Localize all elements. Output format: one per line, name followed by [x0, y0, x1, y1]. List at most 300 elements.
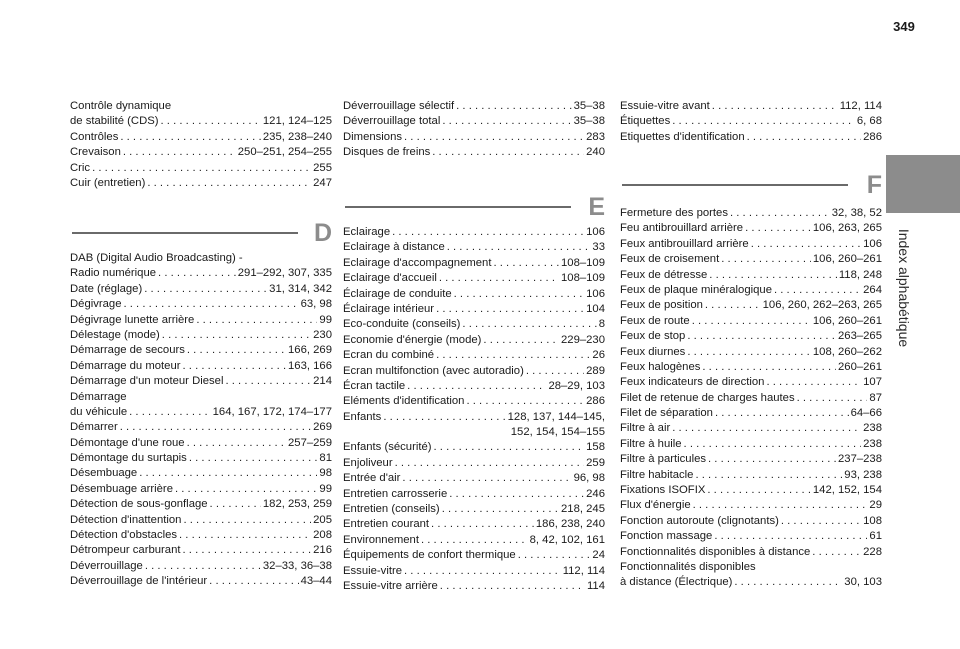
- entry-term: Filtre habitacle: [620, 468, 694, 481]
- index-entry: [70, 282, 332, 297]
- index-entry: [70, 466, 332, 481]
- entry-term: Filtre à particules: [620, 453, 707, 466]
- entry-pages: 31, 314, 342: [269, 282, 332, 295]
- dot-leader: [209, 574, 298, 589]
- index-entry: [620, 391, 882, 406]
- entry-pages: 121, 124–125: [262, 115, 332, 128]
- dot-leader: [436, 348, 590, 363]
- entry-term: Entretien (conseils): [343, 503, 440, 516]
- section-side-label: [890, 213, 918, 363]
- entry-pages: 289: [586, 364, 605, 377]
- entry-term: Dégivrage lunette arrière: [70, 313, 195, 326]
- dot-leader: [774, 283, 861, 298]
- dot-leader: [432, 145, 584, 160]
- entry-term: Feux indicateurs de direction: [620, 376, 765, 389]
- entry-pages: 26: [592, 349, 605, 362]
- dot-leader: [687, 329, 836, 344]
- entry-term: Feux de croisement: [620, 253, 720, 266]
- dot-leader: [714, 529, 867, 544]
- dot-leader: [721, 252, 811, 267]
- entry-pages: 112, 114: [839, 100, 882, 112]
- dot-leader: [715, 406, 849, 421]
- dot-leader: [120, 420, 311, 435]
- entry-pages: 142, 152, 154: [812, 484, 882, 497]
- entry-pages: 30, 103: [844, 576, 882, 589]
- entry-term: Détrompeur carburant: [70, 544, 181, 557]
- index-entry: [343, 394, 605, 409]
- entry-term: Etiquettes d'identification: [620, 130, 745, 143]
- entry-term: Disques de freins: [343, 146, 431, 159]
- entry-term: Étiquettes: [620, 115, 671, 128]
- entry-pages: 35–38: [573, 100, 605, 112]
- entry-term: Feux de stop: [620, 330, 686, 343]
- dot-leader: [483, 333, 559, 348]
- entry-pages: 107: [863, 376, 882, 389]
- section-header: [70, 218, 332, 248]
- entry-pages: 106, 260, 262–263, 265: [762, 299, 882, 312]
- entry-term: Dimensions: [343, 130, 403, 143]
- entry-pages: 32–33, 36–38: [262, 559, 332, 572]
- index-block: [620, 206, 882, 591]
- entry-pages: 230: [313, 328, 332, 341]
- dot-leader: [161, 114, 261, 129]
- index-entry: [70, 343, 332, 358]
- entry-pages: 118, 248: [838, 268, 882, 281]
- dot-leader: [404, 130, 584, 145]
- entry-term: Éclairage de conduite: [343, 287, 452, 300]
- page-number: 349: [893, 19, 915, 34]
- dot-leader: [712, 99, 838, 114]
- entry-term: Essuie-vitre avant: [620, 100, 710, 112]
- entry-pages: 114: [586, 579, 605, 592]
- index-entry: [70, 374, 332, 389]
- entry-pages: 257–259: [288, 436, 332, 449]
- dot-leader: [705, 298, 761, 313]
- entry-term: Fermeture des portes: [620, 207, 728, 219]
- entry-term: Dégivrage: [70, 298, 122, 311]
- index-entry: [620, 468, 882, 483]
- entry-pages: 229–230: [561, 333, 605, 346]
- index-entry: [343, 240, 605, 255]
- entry-term: Fonction massage: [620, 530, 713, 543]
- dot-leader: [462, 317, 596, 332]
- dot-leader: [434, 440, 585, 455]
- dot-leader: [695, 468, 842, 483]
- entry-pages: 240: [586, 146, 605, 159]
- entry-pages: 98: [319, 467, 332, 480]
- entry-pages: 63, 98: [300, 298, 332, 311]
- entry-pages: 255: [313, 161, 332, 174]
- entry-term: Fonction autoroute (clignotants): [620, 514, 779, 527]
- index-entry: [70, 513, 332, 528]
- entry-term: Crevaison: [70, 146, 121, 159]
- entry-pages: 158: [586, 441, 605, 454]
- section-tab-marker: [886, 155, 960, 213]
- dot-leader: [196, 313, 317, 328]
- dot-leader: [693, 498, 868, 513]
- index-entry: [70, 528, 332, 543]
- index-entry: [343, 579, 605, 594]
- dot-leader: [707, 483, 811, 498]
- dot-leader: [92, 161, 311, 176]
- index-entry: [620, 529, 882, 544]
- entry-term: Feux diurnes: [620, 345, 686, 358]
- index-entry: [620, 268, 882, 283]
- entry-pages: 246: [586, 487, 605, 500]
- dot-leader: [147, 176, 311, 191]
- index-entry: [620, 206, 882, 221]
- index-entry: [343, 548, 605, 563]
- entry-term: Fixations ISOFIX: [620, 484, 706, 497]
- dot-leader: [124, 297, 299, 312]
- dot-leader: [120, 130, 261, 145]
- dot-leader: [431, 517, 534, 532]
- entry-term-line: DAB (Digital Audio Broadcasting) -: [70, 252, 243, 264]
- dot-leader: [162, 328, 311, 343]
- entry-term: Déverrouillage total: [343, 115, 441, 128]
- entry-term: Démarrer: [70, 421, 118, 434]
- entry-pages: 99: [319, 482, 332, 495]
- index-entry: [620, 237, 882, 252]
- dot-leader: [144, 282, 267, 297]
- index-entry: [343, 440, 605, 455]
- index-entry: [343, 364, 605, 379]
- entry-term: Fonctionnalités disponibles à distance: [620, 545, 811, 558]
- entry-term: Eco-conduite (conseils): [343, 318, 461, 331]
- entry-pages: 218, 245: [561, 503, 605, 516]
- index-entry: [620, 360, 882, 375]
- dot-leader: [526, 364, 584, 379]
- index-entry: [70, 297, 332, 312]
- entry-term: Enfants: [343, 410, 382, 423]
- entry-pages: 208: [313, 529, 332, 542]
- entry-pages: 108–109: [561, 272, 605, 285]
- dot-leader: [421, 533, 528, 548]
- entry-term: Détection d'obstacles: [70, 529, 178, 542]
- dot-leader: [442, 114, 571, 129]
- entry-term: Eclairage à distance: [343, 241, 445, 254]
- dot-leader: [129, 405, 210, 420]
- entry-pages-continued: 152, 154, 154–155: [510, 426, 605, 439]
- dot-leader: [687, 345, 811, 360]
- index-entry: [70, 359, 332, 374]
- entry-pages: 106: [586, 226, 605, 238]
- entry-term: Détection d'inattention: [70, 513, 182, 526]
- index-entry: [343, 564, 605, 579]
- index-entry: [343, 410, 605, 425]
- entry-term: Éclairage intérieur: [343, 302, 435, 315]
- index-entry: [343, 471, 605, 486]
- dot-leader: [436, 302, 584, 317]
- entry-term: Feux de route: [620, 314, 690, 327]
- index-entry: [620, 421, 882, 436]
- entry-term: Démarrage du moteur: [70, 359, 181, 372]
- index-entry: [343, 114, 605, 129]
- index-entry: [70, 328, 332, 343]
- entry-term: Déverrouillage sélectif: [343, 100, 455, 112]
- index-entry: [620, 345, 882, 360]
- entry-pages: 61: [869, 530, 882, 543]
- entry-term: Démarrage d'un moteur Diesel: [70, 375, 224, 388]
- index-entry: [620, 375, 882, 390]
- index-entry: [620, 498, 882, 513]
- entry-pages: 64–66: [850, 407, 882, 420]
- index-entry: [343, 517, 605, 532]
- entry-pages: 106, 260–261: [812, 253, 882, 266]
- entry-pages: 264: [863, 283, 882, 296]
- entry-pages: 108: [863, 514, 882, 527]
- entry-term: Essuie-vitre: [343, 564, 403, 577]
- entry-term: Eléments d'identification: [343, 395, 465, 408]
- entry-pages: 87: [869, 391, 882, 404]
- entry-pages: 106: [863, 237, 882, 250]
- index-entry: [343, 456, 605, 471]
- entry-term: de stabilité (CDS): [70, 115, 159, 128]
- index-entry: [70, 161, 332, 176]
- section-letter: F: [866, 171, 882, 199]
- index-entry: [620, 298, 882, 313]
- index-entry: [70, 130, 332, 145]
- entry-term: Cuir (entretien): [70, 176, 146, 189]
- entry-pages: 238: [863, 437, 882, 450]
- entry-pages: 29: [869, 499, 882, 512]
- entry-term: Ecran multifonction (avec autoradio): [343, 364, 524, 377]
- entry-term: Enfants (sécurité): [343, 441, 432, 454]
- dot-leader: [747, 130, 862, 145]
- index-entry: [343, 487, 605, 502]
- index-entry: [70, 313, 332, 328]
- index-entry: [70, 436, 332, 451]
- entry-term: Cric: [70, 161, 91, 174]
- index-block: [70, 99, 332, 191]
- index-entry: [620, 437, 882, 452]
- entry-term: Enjoliveur: [343, 456, 393, 469]
- entry-pages: 235, 238–240: [262, 130, 332, 143]
- dot-leader: [392, 225, 584, 240]
- entry-pages: 286: [586, 395, 605, 408]
- index-entry: [70, 482, 332, 497]
- entry-pages: 163, 166: [288, 359, 332, 372]
- index-entry: [343, 379, 605, 394]
- entry-pages: 6, 68: [856, 115, 882, 128]
- entry-term: Déverrouillage de l'intérieur: [70, 575, 208, 588]
- entry-term: Entretien carrosserie: [343, 487, 448, 500]
- index-entry: [620, 99, 882, 114]
- dot-leader: [518, 548, 591, 563]
- entry-pages: 106, 263, 265: [812, 222, 882, 235]
- dot-leader: [187, 436, 286, 451]
- entry-term: Feu antibrouillard arrière: [620, 222, 744, 235]
- entry-pages: 216: [313, 544, 332, 557]
- index-entry: [343, 271, 605, 286]
- dot-leader: [139, 466, 317, 481]
- dot-leader: [454, 287, 584, 302]
- index-entry: [70, 543, 332, 558]
- entry-term: Écran tactile: [343, 379, 406, 392]
- entry-pages: 81: [319, 452, 332, 465]
- dot-leader: [708, 452, 836, 467]
- dot-leader: [210, 497, 261, 512]
- section-header: [620, 170, 882, 200]
- dot-leader: [734, 575, 842, 590]
- index-entry: [70, 405, 332, 420]
- entry-pages: 96, 98: [573, 472, 605, 485]
- entry-pages: 35–38: [573, 115, 605, 128]
- index-block: [70, 251, 332, 590]
- index-entry: [343, 333, 605, 348]
- entry-pages: 228: [863, 545, 882, 558]
- entry-term: Essuie-vitre arrière: [343, 579, 438, 592]
- index-entry: [70, 497, 332, 512]
- entry-term: Filtre à huile: [620, 437, 682, 450]
- index-entry: [620, 483, 882, 498]
- dot-leader: [766, 375, 861, 390]
- index-entry: [620, 221, 882, 236]
- dot-leader: [684, 437, 862, 452]
- entry-pages: 112, 114: [562, 564, 605, 577]
- index-entry: [70, 176, 332, 191]
- dot-leader: [751, 237, 861, 252]
- entry-term: Feux antibrouillard arrière: [620, 237, 749, 250]
- entry-term: Déverrouillage: [70, 559, 143, 572]
- dot-leader: [183, 543, 312, 558]
- entry-term: Délestage (mode): [70, 328, 160, 341]
- index-entry: [343, 533, 605, 548]
- dot-leader: [439, 271, 559, 286]
- dot-leader: [407, 379, 546, 394]
- index-block: [343, 99, 605, 161]
- entry-term: Démontage du surtapis: [70, 452, 187, 465]
- index-entry: [620, 406, 882, 421]
- entry-term: Filtre à air: [620, 422, 671, 435]
- entry-pages: 24: [592, 549, 605, 562]
- dot-leader: [179, 528, 311, 543]
- index-block: [343, 225, 605, 594]
- entry-term: Flux d'énergie: [620, 499, 691, 512]
- entry-pages: 128, 137, 144–145,: [507, 410, 605, 423]
- dot-leader: [383, 410, 505, 425]
- entry-pages: 182, 253, 259: [262, 498, 332, 511]
- dot-leader: [709, 268, 837, 283]
- entry-pages: 247: [313, 176, 332, 189]
- entry-pages: 106: [586, 287, 605, 300]
- entry-pages: 259: [586, 456, 605, 469]
- entry-term: Filet de retenue de charges hautes: [620, 391, 795, 404]
- entry-term: Désembuage arrière: [70, 482, 173, 495]
- entry-term: Entretien courant: [343, 518, 430, 531]
- entry-term: Détection de sous-gonflage: [70, 498, 208, 511]
- dot-leader: [404, 564, 561, 579]
- index-entry: [70, 114, 332, 129]
- entry-term: à distance (Électrique): [620, 576, 733, 589]
- entry-term: Eclairage: [343, 226, 391, 238]
- dot-leader: [466, 394, 584, 409]
- index-entry: [620, 114, 882, 129]
- section-side-label-text: Index alphabétique: [896, 228, 913, 348]
- entry-pages: 260–261: [838, 360, 882, 373]
- entry-term: Feux de position: [620, 299, 703, 312]
- entry-pages: 32, 38, 52: [831, 207, 882, 219]
- entry-pages: 283: [586, 130, 605, 143]
- index-entry: [620, 452, 882, 467]
- entry-term: Contrôles: [70, 130, 119, 143]
- index-entry: [620, 514, 882, 529]
- section-divider-line: [72, 232, 298, 234]
- entry-term: Feux de détresse: [620, 268, 708, 281]
- entry-pages: 214: [313, 375, 332, 388]
- dot-leader: [745, 221, 811, 236]
- index-entry: [343, 317, 605, 332]
- entry-pages: 8, 42, 102, 161: [529, 533, 605, 546]
- entry-pages: 291–292, 307, 335: [237, 267, 332, 280]
- index-entry: [70, 451, 332, 466]
- dot-leader: [702, 360, 836, 375]
- dot-leader: [449, 487, 584, 502]
- entry-pages: 106, 260–261: [812, 314, 882, 327]
- index-entry: [620, 329, 882, 344]
- dot-leader: [456, 99, 571, 114]
- dot-leader: [672, 114, 855, 129]
- entry-pages: 108–109: [561, 256, 605, 269]
- dot-leader: [189, 451, 318, 466]
- dot-leader: [672, 421, 861, 436]
- entry-term: Eclairage d'accompagnement: [343, 256, 492, 269]
- dot-leader: [797, 391, 868, 406]
- index-entry: [343, 502, 605, 517]
- dot-leader: [145, 559, 261, 574]
- dot-leader: [440, 579, 585, 594]
- entry-pages: 28–29, 103: [548, 379, 605, 392]
- entry-pages: 238: [863, 422, 882, 435]
- section-header: [343, 192, 605, 222]
- dot-leader: [158, 266, 236, 281]
- entry-pages: 166, 269: [288, 344, 332, 357]
- dot-leader: [225, 374, 311, 389]
- dot-leader: [730, 206, 830, 221]
- dot-leader: [123, 145, 236, 160]
- dot-leader: [493, 256, 559, 271]
- index-entry: [343, 225, 605, 240]
- index-entry: [620, 130, 882, 145]
- entry-term: Eclairage d'accueil: [343, 272, 437, 285]
- index-entry: [343, 348, 605, 363]
- entry-pages: 269: [313, 421, 332, 434]
- index-entry: [343, 130, 605, 145]
- dot-leader: [812, 545, 861, 560]
- dot-leader: [395, 456, 585, 471]
- index-entry: [343, 302, 605, 317]
- dot-leader: [183, 359, 287, 374]
- entry-term: du véhicule: [70, 405, 128, 418]
- dot-leader: [402, 471, 571, 486]
- entry-pages: 8: [598, 318, 605, 331]
- entry-pages: 93, 238: [844, 468, 882, 481]
- entry-pages: 186, 238, 240: [535, 518, 605, 531]
- entry-term: Démontage d'une roue: [70, 436, 185, 449]
- entry-term: Désembuage: [70, 467, 138, 480]
- entry-term: Date (réglage): [70, 282, 143, 295]
- entry-term: Démarrage de secours: [70, 344, 185, 357]
- entry-term: Radio numérique: [70, 267, 157, 280]
- entry-pages: 164, 167, 172, 174–177: [212, 405, 332, 418]
- index-entry: [70, 574, 332, 589]
- dot-leader: [692, 314, 811, 329]
- index-entry: [620, 252, 882, 267]
- section-divider-line: [345, 206, 571, 208]
- index-entry: [343, 145, 605, 160]
- index-block: [620, 99, 882, 145]
- entry-pages: 104: [586, 302, 605, 315]
